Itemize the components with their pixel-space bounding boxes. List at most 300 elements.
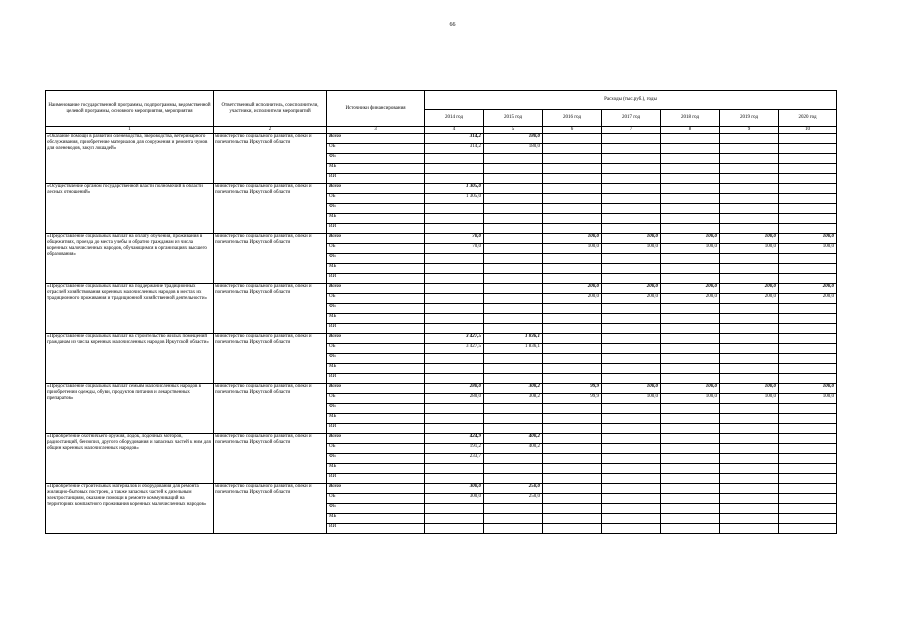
amount-cell bbox=[779, 424, 837, 434]
funding-source: ОБ bbox=[327, 194, 425, 204]
funding-source: ФБ bbox=[327, 304, 425, 314]
executor: министерство социального развития, опеки и попечительства Иркутской области bbox=[214, 434, 327, 484]
amount-cell bbox=[543, 414, 602, 424]
funding-source: ИИ bbox=[327, 474, 425, 484]
amount-cell bbox=[779, 164, 837, 174]
table-row bbox=[46, 234, 837, 244]
funding-source: Всего bbox=[327, 134, 425, 144]
amount-cell bbox=[602, 354, 661, 364]
amount-cell bbox=[661, 524, 720, 534]
amount-cell bbox=[602, 194, 661, 204]
funding-source: Всего bbox=[327, 484, 425, 494]
table-row bbox=[46, 434, 837, 444]
amount-cell bbox=[543, 504, 602, 514]
amount-cell bbox=[779, 154, 837, 164]
amount-cell bbox=[484, 244, 543, 254]
amount-cell bbox=[543, 134, 602, 144]
year-header: 2018 год bbox=[661, 110, 720, 127]
funding-source: Всего bbox=[327, 384, 425, 394]
amount-cell: 424,9 bbox=[425, 434, 484, 444]
funding-source: МБ bbox=[327, 514, 425, 524]
amount-cell bbox=[661, 504, 720, 514]
amount-cell bbox=[484, 504, 543, 514]
amount-cell bbox=[779, 504, 837, 514]
amount-cell bbox=[661, 484, 720, 494]
funding-source: ИИ bbox=[327, 524, 425, 534]
amount-cell: 1 836,1 bbox=[484, 334, 543, 344]
amount-cell bbox=[602, 134, 661, 144]
amount-cell bbox=[661, 164, 720, 174]
amount-cell: 191,2 bbox=[425, 444, 484, 454]
amount-cell bbox=[543, 464, 602, 474]
amount-cell bbox=[720, 474, 779, 484]
amount-cell bbox=[779, 524, 837, 534]
amount-cell bbox=[602, 174, 661, 184]
amount-cell: 100,0 bbox=[720, 234, 779, 244]
amount-cell bbox=[661, 184, 720, 194]
column-index: 7 bbox=[602, 127, 661, 134]
amount-cell: 180,0 bbox=[484, 144, 543, 154]
funding-source: МБ bbox=[327, 364, 425, 374]
amount-cell: 280,0 bbox=[425, 384, 484, 394]
funding-source: ИИ bbox=[327, 374, 425, 384]
funding-source: МБ bbox=[327, 414, 425, 424]
column-index: 2 bbox=[214, 127, 327, 134]
event-name: «Приобретение охотничьего оружия, лодок, лодочных моторов, радиостанций, бензопил, другого оборудования и запасных частей к ним для общин коренных малочисленных народов» bbox=[46, 434, 214, 484]
amount-cell bbox=[425, 284, 484, 294]
amount-cell bbox=[661, 494, 720, 504]
amount-cell: 100,0 bbox=[661, 384, 720, 394]
amount-cell bbox=[543, 304, 602, 314]
amount-cell bbox=[720, 194, 779, 204]
amount-cell bbox=[779, 514, 837, 524]
amount-cell: 280,0 bbox=[425, 394, 484, 404]
amount-cell: 100,0 bbox=[661, 394, 720, 404]
amount-cell: 100,0 bbox=[779, 384, 837, 394]
funding-source: ОБ bbox=[327, 294, 425, 304]
amount-cell bbox=[543, 144, 602, 154]
amount-cell bbox=[484, 474, 543, 484]
amount-cell bbox=[425, 464, 484, 474]
amount-cell: 100,0 bbox=[602, 244, 661, 254]
table-row bbox=[46, 484, 837, 494]
funding-source: Всего bbox=[327, 234, 425, 244]
amount-cell bbox=[602, 164, 661, 174]
year-header: 2019 год bbox=[720, 110, 779, 127]
amount-cell bbox=[661, 374, 720, 384]
amount-cell bbox=[484, 294, 543, 304]
amount-cell bbox=[779, 334, 837, 344]
amount-cell bbox=[425, 294, 484, 304]
amount-cell bbox=[779, 364, 837, 374]
amount-cell bbox=[720, 464, 779, 474]
amount-cell bbox=[484, 364, 543, 374]
amount-cell bbox=[484, 264, 543, 274]
amount-cell bbox=[484, 374, 543, 384]
amount-cell bbox=[484, 234, 543, 244]
funding-source: Всего bbox=[327, 334, 425, 344]
amount-cell bbox=[484, 454, 543, 464]
amount-cell bbox=[484, 404, 543, 414]
funding-source: ИИ bbox=[327, 274, 425, 284]
amount-cell: 70,0 bbox=[425, 244, 484, 254]
amount-cell bbox=[720, 504, 779, 514]
amount-cell bbox=[543, 494, 602, 504]
amount-cell bbox=[543, 344, 602, 354]
amount-cell bbox=[661, 174, 720, 184]
amount-cell bbox=[661, 264, 720, 274]
year-header: 2020 год bbox=[779, 110, 837, 127]
table-row bbox=[46, 134, 837, 144]
table-row bbox=[46, 334, 837, 344]
amount-cell bbox=[602, 334, 661, 344]
amount-cell bbox=[543, 524, 602, 534]
amount-cell bbox=[779, 304, 837, 314]
amount-cell bbox=[602, 214, 661, 224]
amount-cell: 1 836,1 bbox=[484, 344, 543, 354]
amount-cell bbox=[484, 514, 543, 524]
amount-cell: 233,7 bbox=[425, 454, 484, 464]
amount-cell bbox=[720, 144, 779, 154]
amount-cell: 1 305,0 bbox=[425, 194, 484, 204]
column-index: 6 bbox=[543, 127, 602, 134]
amount-cell bbox=[720, 154, 779, 164]
event-name: «Осуществление органом государственной власти полномочий в области лесных отношений» bbox=[46, 184, 214, 234]
executor: министерство социального развития, опеки и попечительства Иркутской области bbox=[214, 184, 327, 234]
amount-cell bbox=[779, 134, 837, 144]
amount-cell: 308,2 bbox=[484, 384, 543, 394]
funding-source: ОБ bbox=[327, 244, 425, 254]
amount-cell bbox=[779, 274, 837, 284]
amount-cell bbox=[661, 414, 720, 424]
amount-cell bbox=[543, 194, 602, 204]
amount-cell: 200,0 bbox=[661, 284, 720, 294]
amount-cell bbox=[779, 194, 837, 204]
amount-cell bbox=[720, 174, 779, 184]
amount-cell bbox=[602, 404, 661, 414]
amount-cell bbox=[484, 174, 543, 184]
amount-cell bbox=[720, 224, 779, 234]
financing-table bbox=[45, 90, 837, 534]
amount-cell: 100,0 bbox=[543, 234, 602, 244]
amount-cell bbox=[484, 304, 543, 314]
amount-cell bbox=[602, 154, 661, 164]
amount-cell bbox=[661, 454, 720, 464]
amount-cell bbox=[543, 324, 602, 334]
amount-cell bbox=[779, 254, 837, 264]
funding-source: ОБ bbox=[327, 394, 425, 404]
executor: министерство социального развития, опеки и попечительства Иркутской области bbox=[214, 234, 327, 284]
amount-cell: 314,2 bbox=[425, 144, 484, 154]
amount-cell bbox=[484, 324, 543, 334]
amount-cell bbox=[602, 454, 661, 464]
amount-cell bbox=[484, 224, 543, 234]
year-header: 2016 год bbox=[543, 110, 602, 127]
amount-cell: 314,2 bbox=[425, 134, 484, 144]
amount-cell bbox=[425, 354, 484, 364]
executor: министерство социального развития, опеки и попечительства Иркутской области bbox=[214, 484, 327, 534]
amount-cell bbox=[543, 214, 602, 224]
funding-source: Всего bbox=[327, 284, 425, 294]
amount-cell bbox=[720, 254, 779, 264]
amount-cell: 300,0 bbox=[425, 484, 484, 494]
funding-source: МБ bbox=[327, 314, 425, 324]
amount-cell bbox=[720, 164, 779, 174]
amount-cell: 200,0 bbox=[543, 294, 602, 304]
amount-cell: 99,9 bbox=[543, 384, 602, 394]
amount-cell bbox=[602, 264, 661, 274]
amount-cell bbox=[602, 324, 661, 334]
amount-cell bbox=[484, 204, 543, 214]
year-header: 2014 год bbox=[425, 110, 484, 127]
amount-cell: 100,0 bbox=[779, 244, 837, 254]
year-header: 2015 год bbox=[484, 110, 543, 127]
amount-cell bbox=[661, 424, 720, 434]
amount-cell bbox=[602, 424, 661, 434]
amount-cell bbox=[602, 434, 661, 444]
amount-cell bbox=[720, 434, 779, 444]
amount-cell bbox=[543, 404, 602, 414]
amount-cell bbox=[720, 304, 779, 314]
col-name-header: Наименование государственной программы, подпрограммы, ведомственной целевой программы, основного мероприятия, мероприятия bbox=[46, 91, 214, 127]
event-name: «Предоставление социальных выплат семьям малочисленных народов в приобретении одежды, обуви, продуктов питания и лекарственных препаратов» bbox=[46, 384, 214, 434]
amount-cell bbox=[720, 184, 779, 194]
executor: министерство социального развития, опеки и попечительства Иркутской области bbox=[214, 384, 327, 434]
amount-cell bbox=[425, 474, 484, 484]
funding-source: ИИ bbox=[327, 424, 425, 434]
amount-cell: 70,0 bbox=[425, 234, 484, 244]
funding-source: ОБ bbox=[327, 494, 425, 504]
amount-cell bbox=[602, 524, 661, 534]
funding-source: ФБ bbox=[327, 504, 425, 514]
amount-cell bbox=[779, 314, 837, 324]
amount-cell: 200,0 bbox=[602, 284, 661, 294]
amount-cell bbox=[543, 484, 602, 494]
amount-cell bbox=[484, 354, 543, 364]
amount-cell bbox=[779, 374, 837, 384]
amount-cell: 308,2 bbox=[484, 394, 543, 404]
funding-source: МБ bbox=[327, 214, 425, 224]
amount-cell bbox=[484, 464, 543, 474]
funding-source: ИИ bbox=[327, 224, 425, 234]
event-name: «Предоставление социальных выплат на поддержание традиционных отраслей хозяйствования коренных малочисленных народов в местах их традиционного проживания и традиционной хозяйственной деятельности» bbox=[46, 284, 214, 334]
amount-cell bbox=[779, 494, 837, 504]
amount-cell bbox=[779, 354, 837, 364]
event-name: «Приобретение строительных материалов и оборудования для ремонта жилищно-бытовых построек, а также запасных частей к дизельным электростанциям, оказание помощи в ремонте коммуникаций на территориях компактного проживания коренных малочисленных народов» bbox=[46, 484, 214, 534]
col-exp-header: Расходы (тыс.руб.), годы bbox=[425, 91, 837, 110]
amount-cell bbox=[543, 334, 602, 344]
amount-cell bbox=[425, 214, 484, 224]
amount-cell bbox=[484, 254, 543, 264]
amount-cell bbox=[484, 184, 543, 194]
amount-cell bbox=[720, 404, 779, 414]
amount-cell bbox=[543, 514, 602, 524]
executor: министерство социального развития, опеки и попечительства Иркутской области bbox=[214, 284, 327, 334]
amount-cell: 100,0 bbox=[602, 234, 661, 244]
amount-cell bbox=[425, 324, 484, 334]
amount-cell bbox=[543, 314, 602, 324]
funding-source: Всего bbox=[327, 184, 425, 194]
amount-cell: 200,0 bbox=[779, 284, 837, 294]
amount-cell bbox=[661, 314, 720, 324]
funding-source: ОБ bbox=[327, 144, 425, 154]
amount-cell: 100,0 bbox=[720, 244, 779, 254]
amount-cell bbox=[543, 164, 602, 174]
amount-cell bbox=[602, 464, 661, 474]
amount-cell bbox=[602, 474, 661, 484]
amount-cell bbox=[661, 344, 720, 354]
amount-cell bbox=[779, 184, 837, 194]
amount-cell bbox=[602, 504, 661, 514]
amount-cell bbox=[779, 144, 837, 154]
amount-cell bbox=[720, 274, 779, 284]
amount-cell: 200,0 bbox=[779, 294, 837, 304]
amount-cell bbox=[720, 524, 779, 534]
amount-cell bbox=[484, 424, 543, 434]
amount-cell bbox=[779, 444, 837, 454]
amount-cell: 100,0 bbox=[720, 394, 779, 404]
amount-cell bbox=[543, 174, 602, 184]
amount-cell bbox=[543, 444, 602, 454]
amount-cell bbox=[661, 404, 720, 414]
amount-cell bbox=[425, 314, 484, 324]
amount-cell bbox=[779, 464, 837, 474]
amount-cell bbox=[779, 324, 837, 334]
funding-source: МБ bbox=[327, 164, 425, 174]
amount-cell: 100,0 bbox=[661, 234, 720, 244]
amount-cell bbox=[543, 254, 602, 264]
executor: министерство социального развития, опеки и попечительства Иркутской области bbox=[214, 134, 327, 184]
funding-source: Всего bbox=[327, 434, 425, 444]
amount-cell bbox=[602, 274, 661, 284]
event-name: «Предоставление социальных выплат на оплату обучения, проживания в общежитиях, проезда до места учебы и обратно гражданам из числа коренных малочисленных народов, обучающимся в организациях высшего образования» bbox=[46, 234, 214, 284]
amount-cell bbox=[543, 454, 602, 464]
amount-cell: 3 427,5 bbox=[425, 344, 484, 354]
amount-cell bbox=[720, 364, 779, 374]
year-header: 2017 год bbox=[602, 110, 661, 127]
funding-source: ИИ bbox=[327, 324, 425, 334]
funding-source: ФБ bbox=[327, 254, 425, 264]
amount-cell bbox=[779, 174, 837, 184]
amount-cell bbox=[425, 164, 484, 174]
amount-cell bbox=[779, 224, 837, 234]
amount-cell bbox=[602, 254, 661, 264]
funding-source: МБ bbox=[327, 464, 425, 474]
amount-cell bbox=[425, 364, 484, 374]
amount-cell bbox=[720, 334, 779, 344]
event-name: «Предоставление социальных выплат на строительство жилых помещений гражданам из числа коренных малочисленных народов Иркутской области» bbox=[46, 334, 214, 384]
amount-cell bbox=[720, 494, 779, 504]
amount-cell bbox=[779, 414, 837, 424]
column-index: 10 bbox=[779, 127, 837, 134]
amount-cell bbox=[720, 414, 779, 424]
amount-cell bbox=[661, 514, 720, 524]
amount-cell bbox=[661, 254, 720, 264]
amount-cell bbox=[720, 424, 779, 434]
column-index: 9 bbox=[720, 127, 779, 134]
amount-cell: 100,0 bbox=[779, 394, 837, 404]
index-row bbox=[46, 127, 837, 134]
amount-cell: 200,0 bbox=[720, 284, 779, 294]
amount-cell: 100,0 bbox=[661, 244, 720, 254]
amount-cell bbox=[661, 364, 720, 374]
column-index: 3 bbox=[327, 127, 425, 134]
amount-cell bbox=[661, 214, 720, 224]
page-number: 66 bbox=[449, 22, 456, 28]
amount-cell bbox=[661, 464, 720, 474]
funding-source: ФБ bbox=[327, 204, 425, 214]
amount-cell bbox=[543, 154, 602, 164]
amount-cell bbox=[720, 134, 779, 144]
amount-cell bbox=[779, 264, 837, 274]
amount-cell bbox=[602, 184, 661, 194]
funding-source: МБ bbox=[327, 264, 425, 274]
amount-cell bbox=[720, 454, 779, 464]
amount-cell: 100,0 bbox=[720, 384, 779, 394]
amount-cell bbox=[661, 444, 720, 454]
amount-cell: 300,0 bbox=[425, 494, 484, 504]
amount-cell bbox=[661, 204, 720, 214]
amount-cell bbox=[720, 374, 779, 384]
amount-cell bbox=[720, 314, 779, 324]
amount-cell bbox=[425, 414, 484, 424]
amount-cell bbox=[425, 304, 484, 314]
amount-cell bbox=[425, 374, 484, 384]
amount-cell bbox=[484, 524, 543, 534]
amount-cell bbox=[602, 344, 661, 354]
column-index: 8 bbox=[661, 127, 720, 134]
amount-cell bbox=[543, 264, 602, 274]
amount-cell bbox=[602, 314, 661, 324]
amount-cell: 100,0 bbox=[543, 244, 602, 254]
amount-cell bbox=[779, 404, 837, 414]
amount-cell: 200,0 bbox=[602, 294, 661, 304]
amount-cell bbox=[543, 274, 602, 284]
table-row bbox=[46, 384, 837, 394]
amount-cell bbox=[720, 204, 779, 214]
amount-cell bbox=[661, 224, 720, 234]
amount-cell bbox=[425, 254, 484, 264]
amount-cell bbox=[779, 214, 837, 224]
amount-cell bbox=[661, 274, 720, 284]
amount-cell: 100,0 bbox=[779, 234, 837, 244]
amount-cell bbox=[543, 224, 602, 234]
amount-cell: 100,0 bbox=[602, 394, 661, 404]
amount-cell bbox=[425, 274, 484, 284]
amount-cell bbox=[543, 434, 602, 444]
amount-cell bbox=[661, 474, 720, 484]
amount-cell bbox=[602, 224, 661, 234]
executor: министерство социального развития, опеки и попечительства Иркутской области bbox=[214, 334, 327, 384]
amount-cell bbox=[720, 264, 779, 274]
amount-cell bbox=[543, 204, 602, 214]
amount-cell bbox=[779, 474, 837, 484]
amount-cell bbox=[543, 364, 602, 374]
amount-cell: 1 305,0 bbox=[425, 184, 484, 194]
amount-cell bbox=[484, 414, 543, 424]
amount-cell bbox=[425, 524, 484, 534]
amount-cell bbox=[484, 274, 543, 284]
amount-cell bbox=[779, 204, 837, 214]
funding-source: ОБ bbox=[327, 444, 425, 454]
col-exec-header: Ответственный исполнитель, соисполнители, участники, исполнители мероприятий bbox=[214, 91, 327, 127]
amount-cell bbox=[661, 334, 720, 344]
amount-cell bbox=[484, 314, 543, 324]
amount-cell bbox=[425, 264, 484, 274]
amount-cell: 400,2 bbox=[484, 434, 543, 444]
amount-cell: 200,0 bbox=[543, 284, 602, 294]
table-row bbox=[46, 284, 837, 294]
